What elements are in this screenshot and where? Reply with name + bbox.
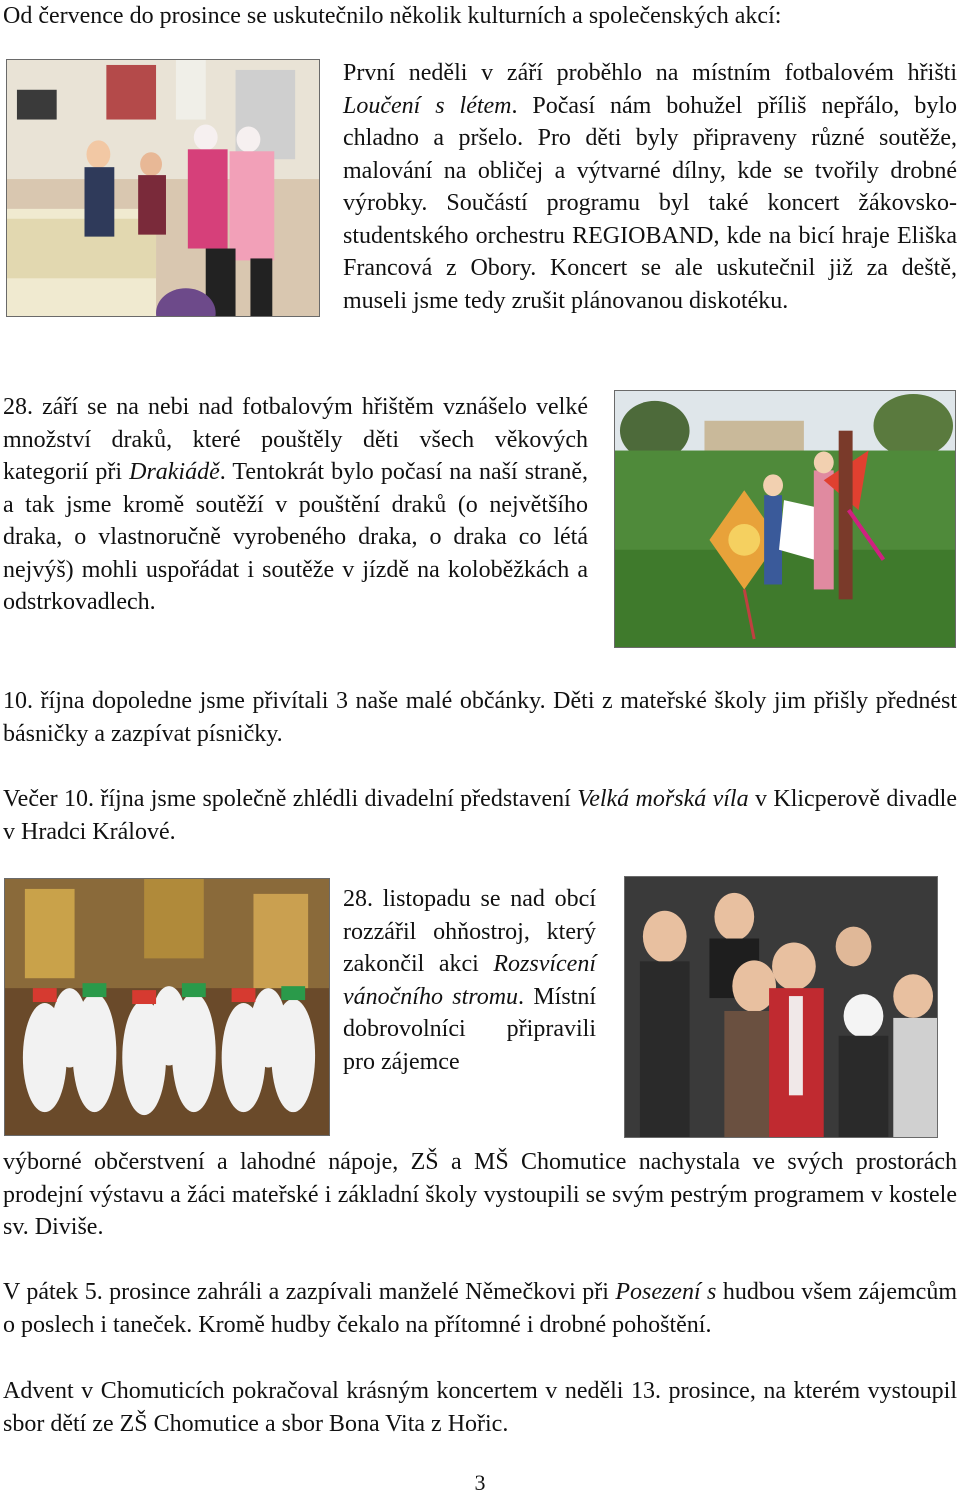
event-name-kite-festival: Drakiádě [129, 459, 220, 485]
children-christmas-photo [624, 876, 938, 1138]
christmas-tree-column [343, 883, 596, 1078]
kites-photo [614, 390, 956, 648]
theatre-paragraph: Večer 10. října jsme společně zhlédli divadelní představení Velká mořská víla v Klicperově divadle v Hradci Králové. [3, 786, 957, 845]
kite-festival-paragraph: 28. září se na nebi nad fotbalovým hřištěm vznášelo velké množství draků, které pouštěly děti všech věkových kategorií při Drakiádě. Tentokrát bylo počasí na naší straně, a tak jsme kromě soutěží v pouštění draků (o největšího draka, o vlastnoručně vyrobeného draka, o draka co létá nejvýš) mohli uspořádat i soutěže v jízdě na koloběžkách a odstrkovadlech. [3, 394, 588, 615]
play-name: Velká mořská víla [577, 786, 749, 812]
section-kite-festival [3, 391, 588, 619]
music-evening-paragraph: V pátek 5. prosince zahráli a zazpívali manželé Němečkovi při Posezení s hudbou všem zájemcům o poslech i taneček. Kromě hudby čekalo na přítomné i drobné pohoštění. [3, 1279, 957, 1338]
farewell-summer-paragraph: První neděli v září proběhlo na místním fotbalovém hřišti Loučení s létem. Počasí nám bohužel příliš nepřálo, bylo chladno a pršelo. Pro děti byly připraveny různé soutěže, malování na obličej a výtvarné dílny, kde se tvořily drobné výrobky. Součástí programu byl také koncert žákovsko-studentského orchestru REGIOBAND, kde na bicí hraje Eliška Francová z Obory. Koncert se ale uskutečnil již za deště, museli jsme tedy zrušit plánovanou diskotéku. [343, 60, 957, 314]
event-name-christmas-tree: Rozsvícení vánočního stromu [343, 951, 596, 1010]
christmas-tree-paragraph: 28. listopadu se nad obcí rozzářil ohňostroj, který zakončil akci Rozsvícení vánočního stromu. Místní dobrovolníci připravili pro zájemce [343, 886, 597, 1075]
page-number: 3 [474, 1470, 486, 1495]
intro-text: Od července do prosince se uskutečnilo několik kulturních a společenských akcí: [3, 3, 782, 29]
snowmen-performance-photo [4, 878, 330, 1136]
advent-concert-paragraph: Advent v Chomuticích pokračoval krásným koncertem v neděli 13. prosince, na kterém vystoupil sbor dětí ze ZŠ Chomutice a sbor Bona Vita z Hořic. [3, 1378, 957, 1437]
welcoming-citizens-paragraph: 10. října dopoledne jsme přivítali 3 naše malé občánky. Děti z mateřské školy jim přišly přednést básničky a zazpívat písničky. [3, 688, 957, 747]
event-name-music-evening: Posezení s [615, 1279, 717, 1305]
clowns-photo [6, 59, 320, 317]
christmas-tree-paragraph-continued: výborné občerstvení a lahodné nápoje, ZŠ a MŠ Chomutice nachystala ve svých prostorách prodejní výstavu a žáci mateřské i základní školy vystoupili se svým pestrým programem v kostele sv. Diviše. [3, 1149, 957, 1240]
event-name-farewell-summer: Loučení s létem [343, 92, 512, 119]
